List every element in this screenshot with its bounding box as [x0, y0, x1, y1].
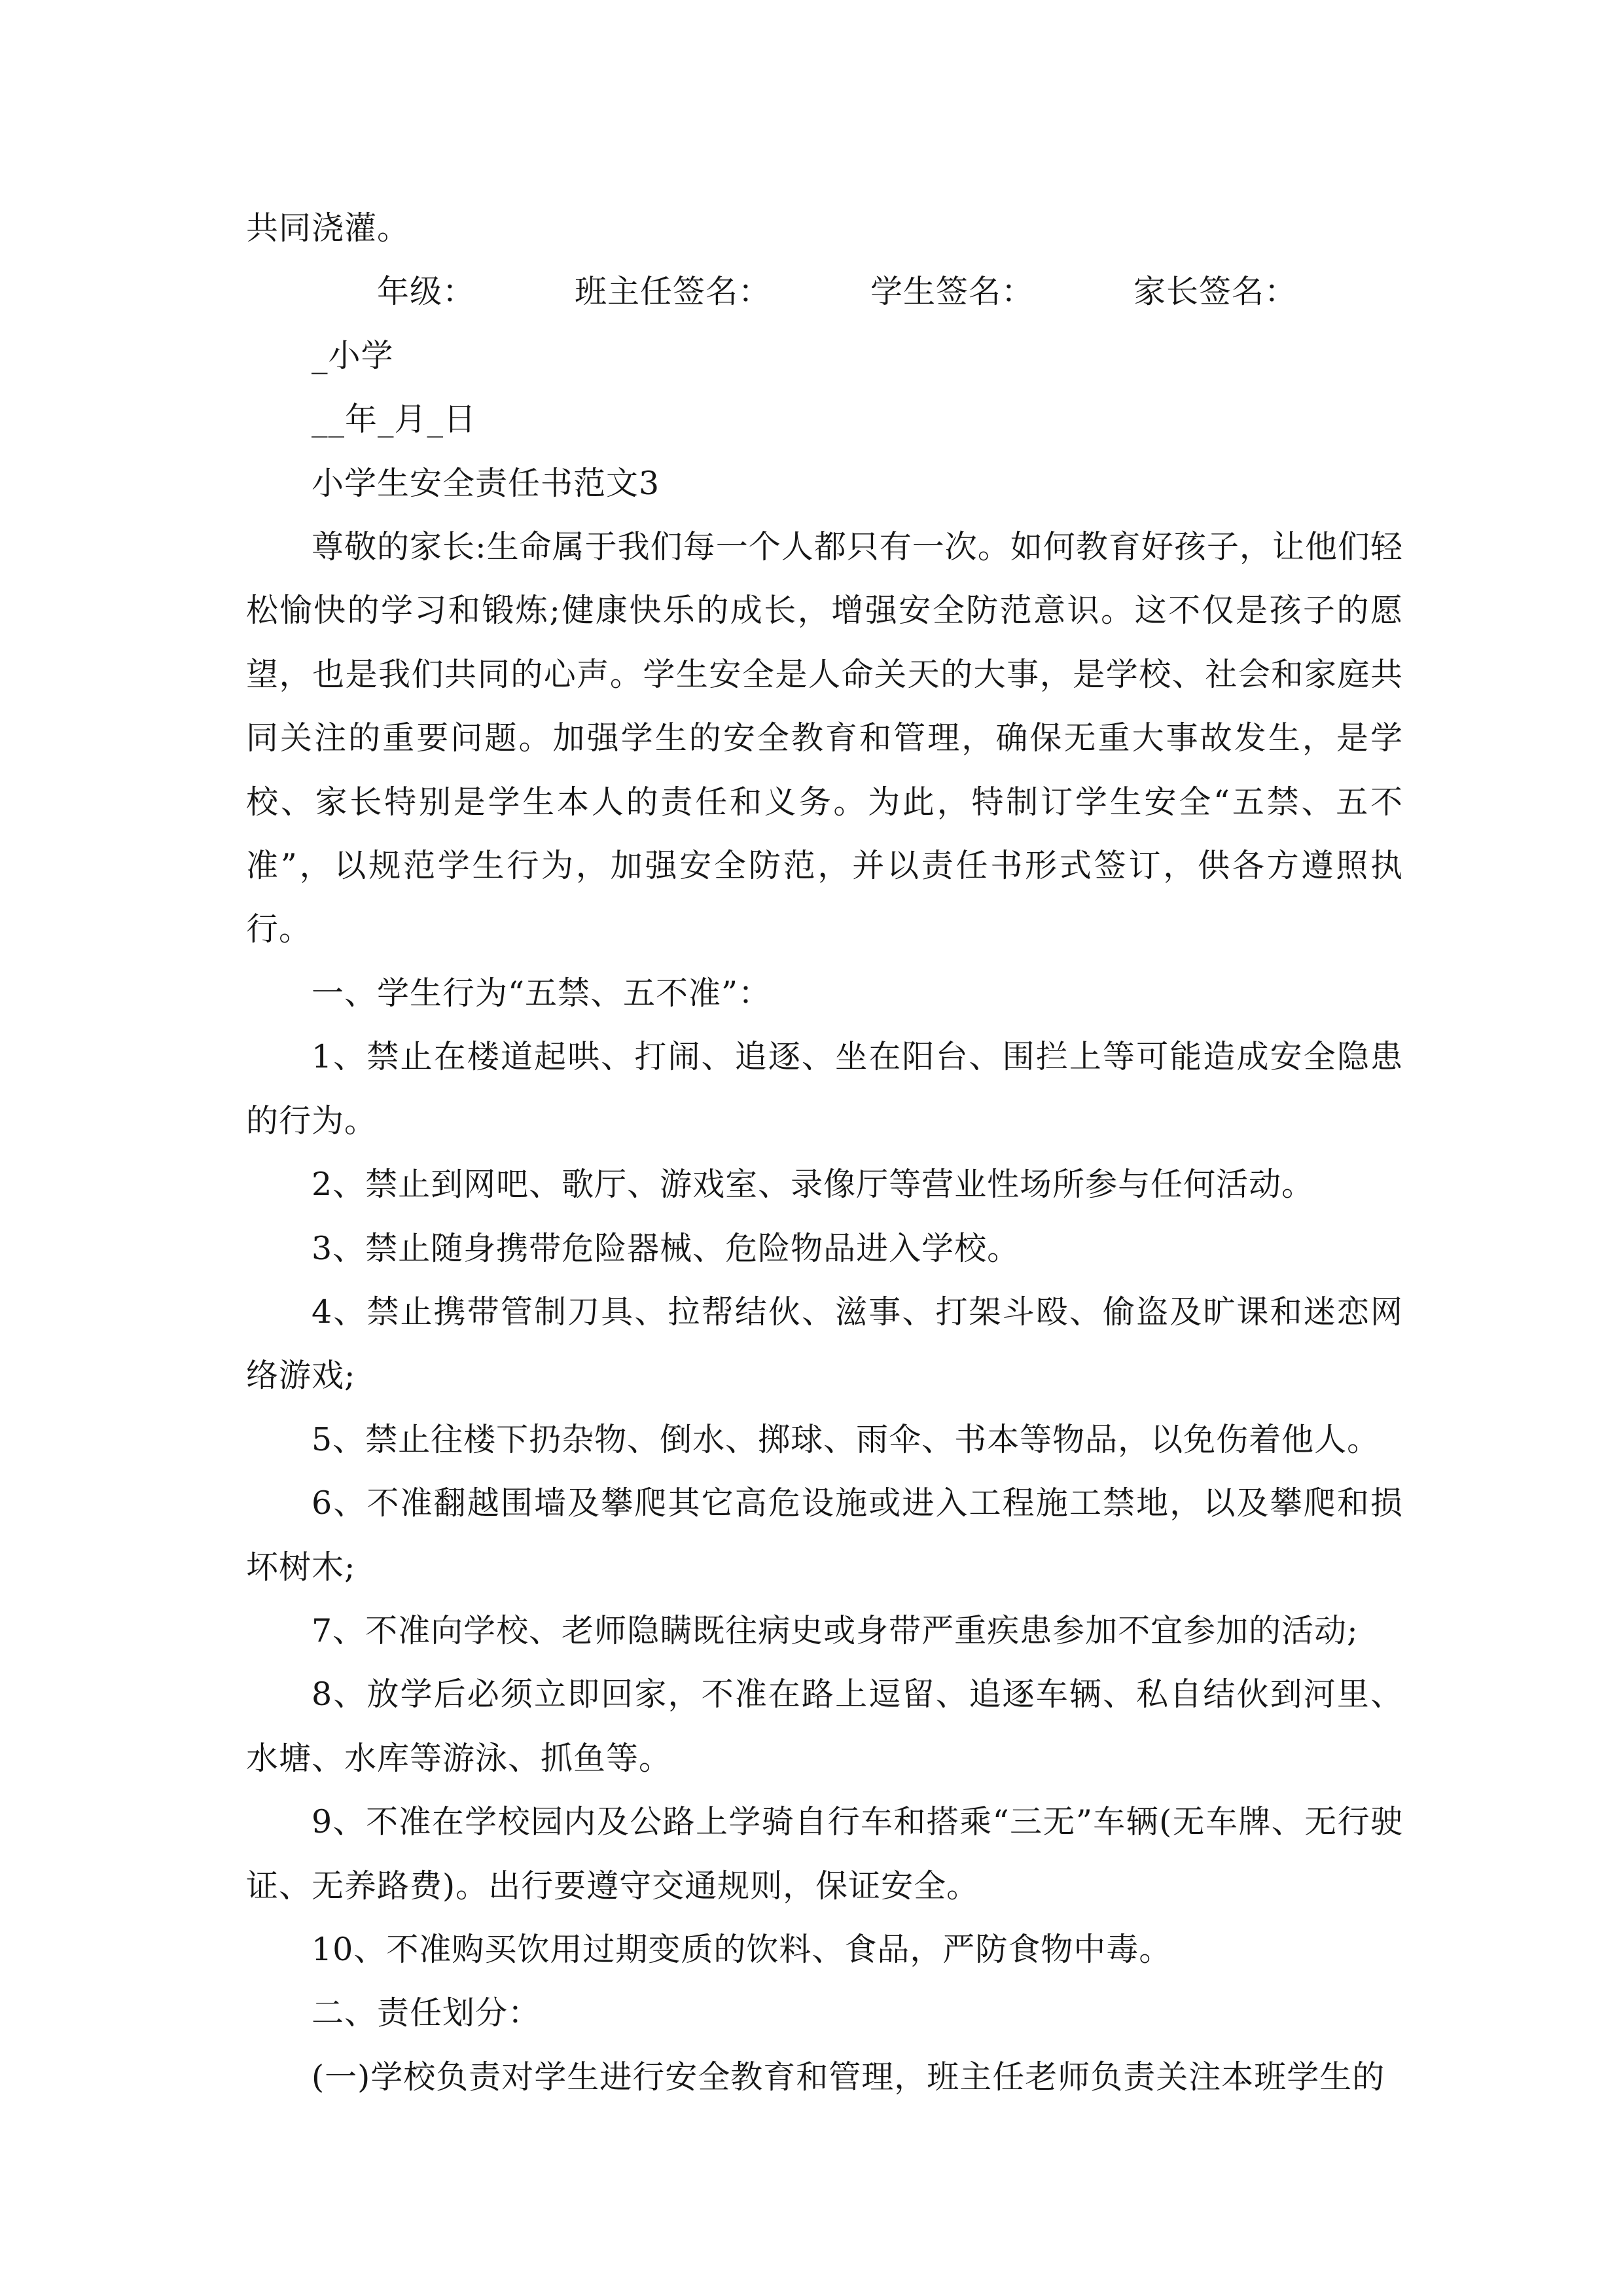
rule-item: 10、不准购买饮用过期变质的饮料、食品，严防食物中毒。	[312, 1930, 1172, 1968]
rule-item: 4、禁止携带管制刀具、拉帮结伙、滋事、打架斗殴、偷盗及旷课和迷恋网络游戏;	[246, 1293, 1403, 1395]
rule-item: 2、禁止到网吧、歌厅、游戏室、录像厅等营业性场所参与任何活动。	[312, 1166, 1315, 1204]
grade-label: 年级：	[377, 273, 476, 311]
student-signature-label: 学生签名：	[870, 273, 1035, 311]
document-body	[246, 196, 1403, 2109]
rule-item: 7、不准向学校、老师隐瞒既往病史或身带严重疾患参加不宜参加的活动;	[312, 1611, 1359, 1649]
section1-heading: 一、学生行为“五禁、五不准”：	[312, 974, 772, 1012]
rule-item: 3、禁止随身携带危险器械、危险物品进入学校。	[312, 1229, 1020, 1267]
rule-item: 9、不准在学校园内及公路上学骑自行车和搭乘“三无”车辆(无车牌、无行驶证、无养路费)。出行要遵守交通规则，保证安全。	[246, 1803, 1403, 1905]
continuation-text: 共同浇灌。	[246, 209, 410, 247]
section2-item: (一)学校负责对学生进行安全教育和管理，班主任老师负责关注本班学生的	[312, 2058, 1385, 2096]
section2-heading: 二、责任划分：	[312, 1994, 541, 2032]
date-line: __年_月_日	[312, 401, 477, 439]
rule-item: 6、不准翻越围墙及攀爬其它高危设施或进入工程施工禁地，以及攀爬和损坏树木;	[246, 1484, 1403, 1586]
intro-paragraph: 尊敬的家长:生命属于我们每一个人都只有一次。如何教育好孩子，让他们轻松愉快的学习和锻炼;健康快乐的成长，增强安全防范意识。这不仅是孩子的愿望，也是我们共同的心声。学生安全是人命关天的大事，是学校、社会和家庭共同关注的重要问题。加强学生的安全教育和管理，确保无重大事故发生，是学校、家长特别是学生本人的责任和义务。为此，特制订学生安全“五禁、五不准”，以规范学生行为，加强安全防范，并以责任书形式签订，供各方遵照执行。	[246, 528, 1403, 948]
rule-item: 1、禁止在楼道起哄、打闹、追逐、坐在阳台、围拦上等可能造成安全隐患的行为。	[246, 1038, 1403, 1139]
document-title: 小学生安全责任书范文3	[312, 464, 660, 502]
school-line: _小学	[312, 336, 394, 374]
rule-item: 8、放学后必须立即回家，不准在路上逗留、追逐车辆、私自结伙到河里、水塘、水库等游泳、抓鱼等。	[246, 1676, 1403, 1777]
rule-item: 5、禁止往楼下扔杂物、倒水、掷球、雨伞、书本等物品，以免伤着他人。	[312, 1420, 1380, 1458]
teacher-signature-label: 班主任签名：	[575, 273, 772, 311]
signature-line	[246, 260, 1403, 323]
parent-signature-label: 家长签名：	[1133, 273, 1298, 311]
